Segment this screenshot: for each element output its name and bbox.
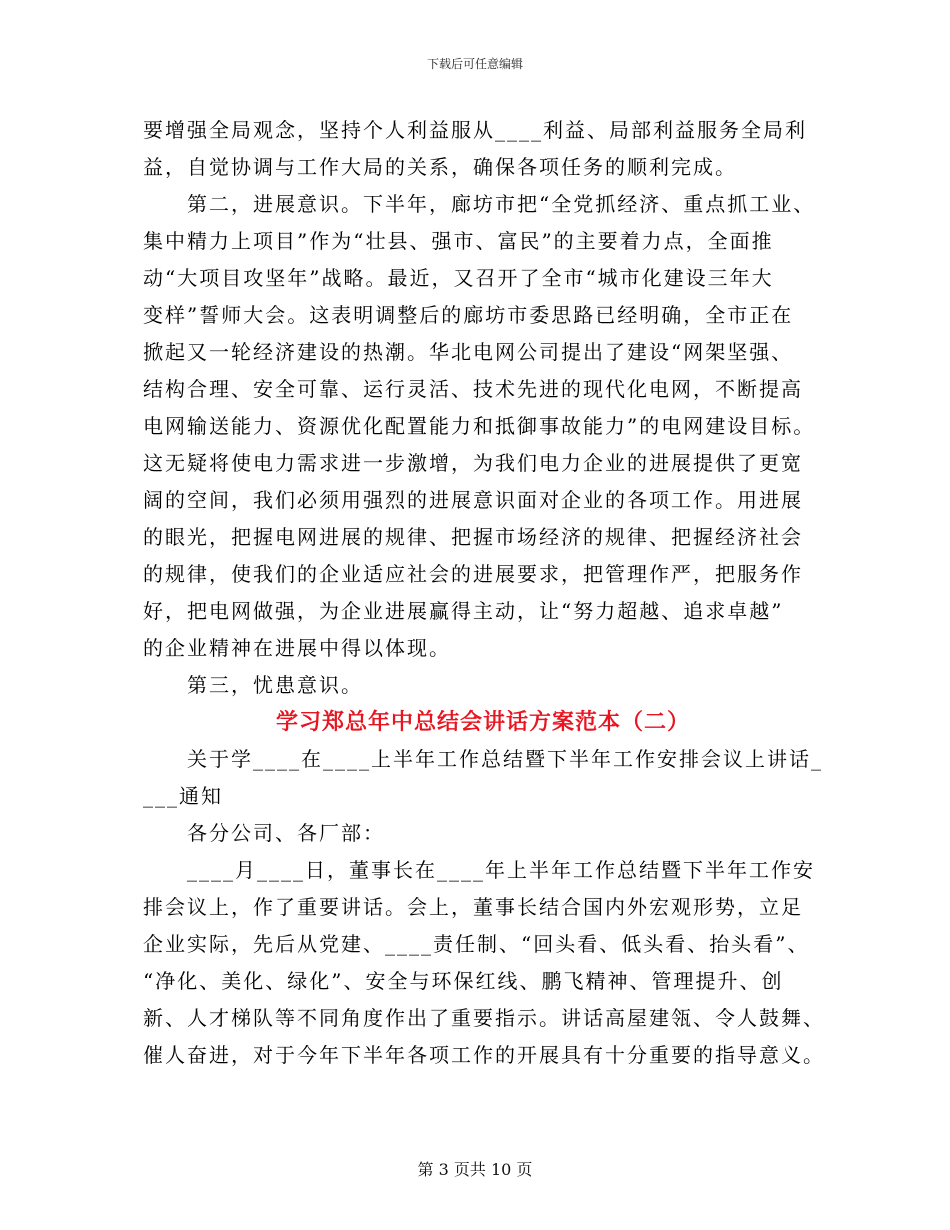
paragraph-line: ____月____日，董事长在____年上半年工作总结暨下半年工作安 bbox=[187, 858, 815, 882]
paragraph-line: 这无疑将使电力需求进一步激增，为我们电力企业的进展提供了更宽 bbox=[143, 451, 803, 475]
paragraph-line: 的企业精神在进展中得以体现。 bbox=[143, 636, 451, 660]
paragraph-line: 好，把电网做强，为企业进展赢得主动，让“努力超越、追求卓越” bbox=[143, 599, 784, 623]
paragraph-line: 的规律，使我们的企业适应社会的进展要求，把管理作严，把服务作 bbox=[143, 562, 803, 586]
page-header: 下载后可任意编辑 bbox=[426, 57, 523, 71]
salutation-line: 各分公司、各厂部： bbox=[187, 821, 385, 845]
paragraph-line: ___通知 bbox=[143, 784, 223, 808]
paragraph-line: 动“大项目攻坚年”战略。最近，又召开了全市“城市化建设三年大 bbox=[143, 266, 774, 290]
paragraph-line: “净化、美化、绿化”、安全与环保红线、鹏飞精神、管理提升、创 bbox=[143, 969, 784, 993]
paragraph-line: 要增强全局观念，坚持个人利益服从____利益、局部利益服务全局利 bbox=[143, 118, 807, 142]
paragraph-line: 益，自觉协调与工作大局的关系，确保各项任务的顺利完成。 bbox=[143, 155, 737, 179]
page-number: 第 3 页共 10 页 bbox=[417, 1160, 533, 1179]
paragraph-line: 阔的空间，我们必须用强烈的进展意识面对企业的各项工作。用进展 bbox=[143, 488, 803, 512]
paragraph-line: 掀起又一轮经济建设的热潮。华北电网公司提出了建设“网架坚强、 bbox=[143, 340, 794, 364]
paragraph-line: 排会议上，作了重要讲话。会上，董事长结合国内外宏观形势，立足 bbox=[143, 895, 803, 919]
paragraph-line: 结构合理、安全可靠、运行灵活、技术先进的现代化电网，不断提高 bbox=[143, 377, 803, 401]
paragraph-line: 企业实际，先后从党建、____责任制、“回头看、低头看、抬头看”、 bbox=[143, 932, 810, 956]
paragraph-line: 新、人才梯队等不同角度作出了重要指示。讲话高屋建瓴、令人鼓舞、 bbox=[143, 1006, 825, 1030]
paragraph-line: 电网输送能力、资源优化配置能力和抵御事故能力”的电网建设目标。 bbox=[143, 414, 816, 438]
paragraph-line: 第三，忧患意识。 bbox=[187, 673, 363, 697]
section-title: 学习郑总年中总结会讲话方案范本（二） bbox=[275, 709, 690, 735]
paragraph-line: 的眼光，把握电网进展的规律、把握市场经济的规律、把握经济社会 bbox=[143, 525, 803, 549]
paragraph-line: 催人奋进，对于今年下半年各项工作的开展具有十分重要的指导意义。 bbox=[143, 1043, 825, 1067]
paragraph-line: 变样”誓师大会。这表明调整后的廊坊市委思路已经明确，全市正在 bbox=[143, 303, 794, 327]
paragraph-line: 关于学____在____上半年工作总结暨下半年工作安排会议上讲话_ bbox=[187, 747, 823, 771]
paragraph-line: 第二，进展意识。下半年，廊坊市把“全党抓经济、重点抓工业、 bbox=[187, 192, 816, 216]
document-body bbox=[143, 112, 823, 1074]
paragraph-line: 集中精力上项目”作为“壮县、强市、富民”的主要着力点，全面推 bbox=[143, 229, 774, 253]
